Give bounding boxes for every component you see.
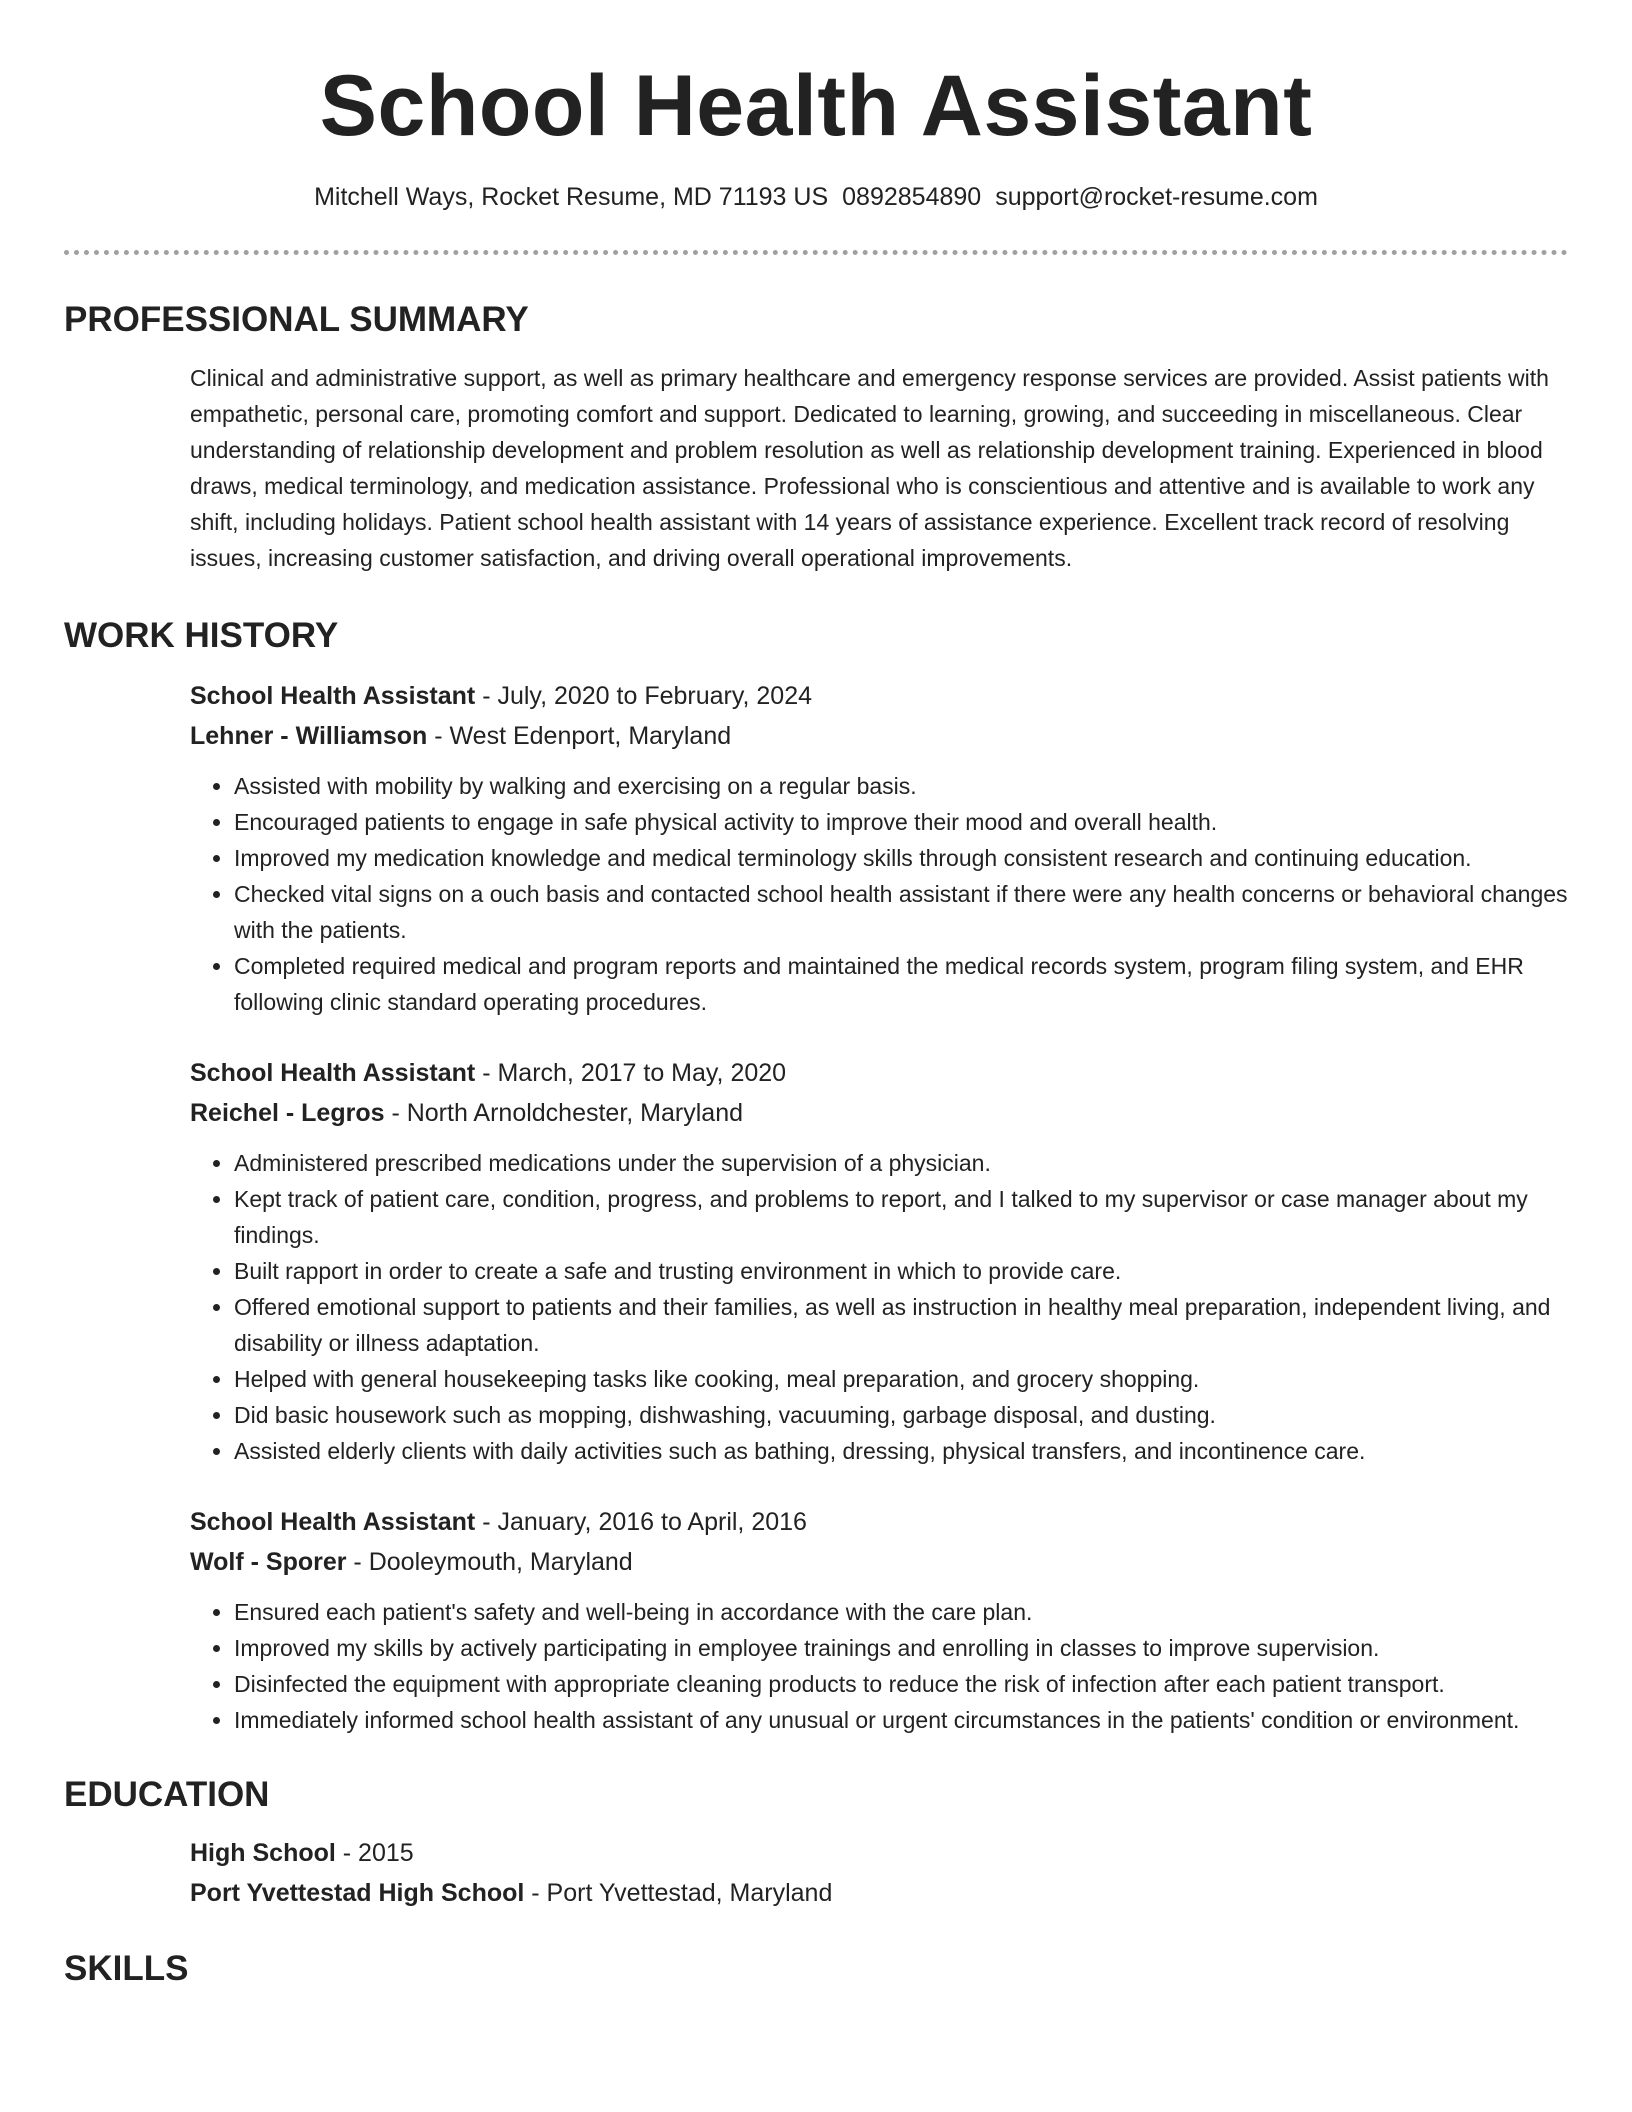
job-dates: - January, 2016 to April, 2016 <box>475 1508 807 1536</box>
job-entry <box>190 1053 1568 1469</box>
education-degree: High School <box>190 1839 336 1867</box>
job-company-line <box>190 716 1568 756</box>
education-body <box>190 1833 1568 1913</box>
job-duty: • Offered emotional support to patients and their families, as well as instruction in healthy meal preparation, independent living, and disability or illness adaptation. <box>234 1289 1568 1361</box>
work-history-body <box>190 676 1568 1738</box>
skills-heading: SKILLS <box>64 1949 189 1988</box>
job-duty: • Assisted with mobility by walking and exercising on a regular basis. <box>234 768 1568 804</box>
summary-body <box>190 360 1568 576</box>
education-school-line <box>190 1873 1568 1913</box>
job-company-line <box>190 1093 1568 1133</box>
job-duty: • Immediately informed school health assistant of any unusual or urgent circumstances in the patients' condition or environment. <box>234 1702 1568 1738</box>
job-duty: • Completed required medical and program reports and maintained the medical records system, program filing system, and EHR following clinic standard operating procedures. <box>234 948 1568 1020</box>
job-duty: • Administered prescribed medications under the supervision of a physician. <box>234 1145 1568 1181</box>
job-location: - North Arnoldchester, Maryland <box>384 1099 743 1127</box>
job-title-line <box>190 1502 1568 1542</box>
job-role: School Health Assistant <box>190 1059 476 1087</box>
job-duty: • Encouraged patients to engage in safe physical activity to improve their mood and overall health. <box>234 804 1568 840</box>
job-duty: • Improved my medication knowledge and medical terminology skills through consistent research and continuing education. <box>234 840 1568 876</box>
job-entry <box>190 1502 1568 1738</box>
job-duty: • Assisted elderly clients with daily activities such as bathing, dressing, physical transfers, and incontinence care. <box>234 1433 1568 1469</box>
job-duty: • Ensured each patient's safety and well-being in accordance with the care plan. <box>234 1594 1568 1630</box>
education-heading: EDUCATION <box>64 1775 270 1814</box>
contact-email: support@rocket-resume.com <box>995 183 1318 211</box>
job-duties-list <box>190 1594 1568 1738</box>
education-location: - Port Yvettestad, Maryland <box>524 1879 833 1907</box>
job-duty: • Built rapport in order to create a safe and trusting environment in which to provide care. <box>234 1253 1568 1289</box>
job-title-line <box>190 676 1568 716</box>
work-history-heading: WORK HISTORY <box>64 616 339 655</box>
job-duties-list <box>190 768 1568 1020</box>
contact-line <box>0 182 1632 212</box>
education-school: Port Yvettestad High School <box>190 1879 525 1907</box>
contact-phone: 0892854890 <box>842 183 982 211</box>
header-divider <box>64 250 1568 255</box>
job-location: - Dooleymouth, Maryland <box>346 1548 633 1576</box>
contact-address: Mitchell Ways, Rocket Resume, MD 71193 US <box>314 183 829 211</box>
job-entry <box>190 676 1568 1020</box>
job-duty: • Improved my skills by actively participating in employee trainings and enrolling in classes to improve supervision. <box>234 1630 1568 1666</box>
education-degree-line <box>190 1833 1568 1873</box>
job-duty: • Checked vital signs on a ouch basis and contacted school health assistant if there were any health concerns or behavioral changes with the patients. <box>234 876 1568 948</box>
summary-text: Clinical and administrative support, as well as primary healthcare and emergency response services are provided. Assist patients with empathetic, personal care, promoting comfort and support. Dedicated to learning, growing, and succeeding in miscellaneous. Clear understanding of relationship development and problem resolution as well as relationship development training. Experienced in blood draws, medical terminology, and medication assistance. Professional who is conscientious and attentive and is available to work any shift, including holidays. Patient school health assistant with 14 years of assistance experience. Excellent track record of resolving issues, increasing customer satisfaction, and driving overall operational improvements. <box>190 365 1549 571</box>
summary-heading: PROFESSIONAL SUMMARY <box>64 300 529 339</box>
job-duty: • Disinfected the equipment with appropriate cleaning products to reduce the risk of infection after each patient transport. <box>234 1666 1568 1702</box>
job-dates: - July, 2020 to February, 2024 <box>475 682 813 710</box>
job-dates: - March, 2017 to May, 2020 <box>475 1059 787 1087</box>
job-role: School Health Assistant <box>190 1508 476 1536</box>
job-location: - West Edenport, Maryland <box>427 722 732 750</box>
job-company-line <box>190 1542 1568 1582</box>
job-duties-list <box>190 1145 1568 1469</box>
resume-name: School Health Assistant <box>319 58 1313 154</box>
job-company: Wolf - Sporer <box>190 1548 347 1576</box>
job-duty: • Did basic housework such as mopping, dishwashing, vacuuming, garbage disposal, and dusting. <box>234 1397 1568 1433</box>
job-role: School Health Assistant <box>190 682 476 710</box>
job-company: Reichel - Legros <box>190 1099 385 1127</box>
job-title-line <box>190 1053 1568 1093</box>
resume-content <box>64 296 1568 1993</box>
education-year: - 2015 <box>335 1839 414 1867</box>
job-company: Lehner - Williamson <box>190 722 428 750</box>
job-duty: • Helped with general housekeeping tasks like cooking, meal preparation, and grocery shopping. <box>234 1361 1568 1397</box>
job-duty: • Kept track of patient care, condition, progress, and problems to report, and I talked to my supervisor or case manager about my findings. <box>234 1181 1568 1253</box>
